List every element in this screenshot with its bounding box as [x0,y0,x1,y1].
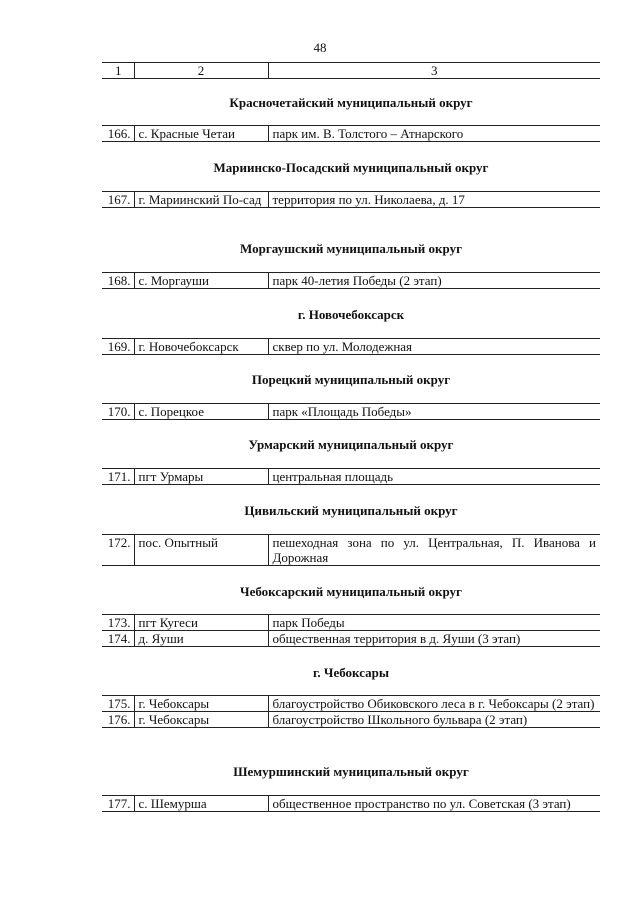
section-table [102,338,600,355]
row-place: с. Порецкое [134,404,268,420]
row-number: 167. [102,192,134,208]
row-description: общественная территория в д. Яуши (3 этап) [268,631,600,647]
row-number: 166. [102,126,134,142]
column-header-row [102,63,600,79]
row-number: 169. [102,339,134,355]
section-table [102,534,600,566]
row-description: благоустройство Школьного бульвара (2 этап) [268,712,600,728]
row-number: 172. [102,535,134,566]
row-place: с. Красные Четаи [134,126,268,142]
row-description: пешеходная зона по ул. Центральная, П. Иванова и Дорожная [268,535,600,566]
table-row [102,339,600,355]
section-table [102,403,600,420]
table-row [102,696,600,712]
row-description: парк Победы [268,615,600,631]
column-header-2: 2 [134,63,268,79]
page-number: 48 [313,40,327,55]
row-number: 177. [102,796,134,812]
section-title: Цивильский муниципальный округ [244,503,458,518]
row-place: г. Чебоксары [134,712,268,728]
column-header-table [102,62,600,79]
row-number: 168. [102,273,134,289]
section-title: Урмарский муниципальный округ [248,437,454,452]
row-description: сквер по ул. Молодежная [268,339,600,355]
row-number: 170. [102,404,134,420]
table-row [102,615,600,631]
row-place: д. Яуши [134,631,268,647]
table-row [102,631,600,647]
section-table [102,795,600,812]
row-description: территория по ул. Николаева, д. 17 [268,192,600,208]
row-place: пгт Кугеси [134,615,268,631]
row-number: 173. [102,615,134,631]
section-title: г. Новочебоксарск [297,307,405,322]
table-row [102,712,600,728]
section-table [102,125,600,142]
section-table [102,191,600,208]
row-description: парк им. В. Толстого – Атнарского [268,126,600,142]
section-table [102,614,600,647]
row-description: парк 40-летия Победы (2 этап) [268,273,600,289]
row-number: 171. [102,469,134,485]
section-title: Красночетайский муниципальный округ [229,95,473,110]
section-title: Мариинско-Посадский муниципальный округ [213,160,489,175]
row-place: г. Чебоксары [134,696,268,712]
section-title: г. Чебоксары [312,665,390,680]
table-row [102,535,600,566]
table-row [102,796,600,812]
row-description: парк «Площадь Победы» [268,404,600,420]
row-number: 174. [102,631,134,647]
table-row [102,469,600,485]
row-place: г. Новочебоксарск [134,339,268,355]
column-header-3: 3 [268,63,600,79]
table-row [102,192,600,208]
row-place: с. Шемурша [134,796,268,812]
section-title: Порецкий муниципальный округ [251,372,451,387]
section-table [102,695,600,728]
row-place: с. Моргауши [134,273,268,289]
row-place: г. Мариинский По-сад [134,192,268,208]
section-title: Чебоксарский муниципальный округ [240,584,462,599]
section-title: Шемуршинский муниципальный округ [233,764,469,779]
row-number: 175. [102,696,134,712]
row-description: общественное пространство по ул. Советская (3 этап) [268,796,600,812]
section-table [102,468,600,485]
section-title: Моргаушский муниципальный округ [240,241,462,256]
section-table [102,272,600,289]
row-description: центральная площадь [268,469,600,485]
row-place: пгт Урмары [134,469,268,485]
table-row [102,126,600,142]
row-number: 176. [102,712,134,728]
table-row [102,404,600,420]
row-description: благоустройство Обиковского леса в г. Чебоксары (2 этап) [268,696,600,712]
table-row [102,273,600,289]
row-place: пос. Опытный [134,535,268,566]
column-header-1: 1 [102,63,134,79]
